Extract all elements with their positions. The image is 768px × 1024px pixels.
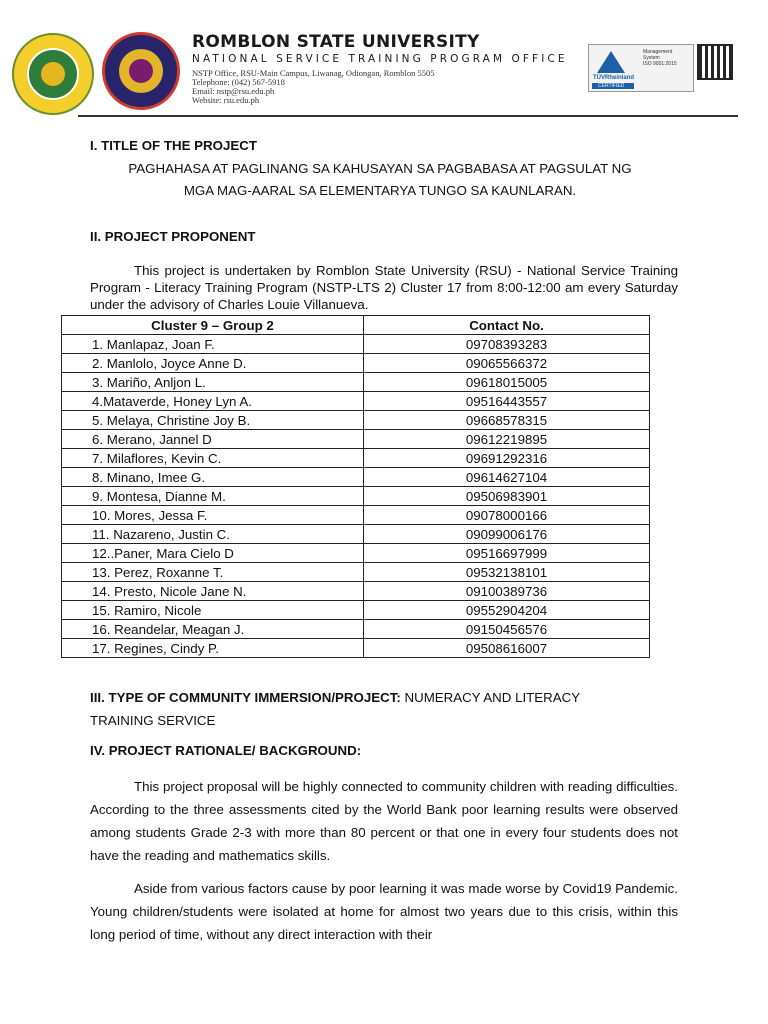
table-row: [62, 449, 650, 468]
member-contact: 09532138101: [364, 563, 650, 582]
table-row: [62, 563, 650, 582]
member-name: 15. Ramiro, Nicole: [62, 601, 364, 620]
table-row: [62, 620, 650, 639]
member-name: 12..Paner, Mara Cielo D: [62, 544, 364, 563]
member-contact: 09506983901: [364, 487, 650, 506]
table-header-row: [62, 316, 650, 335]
member-name: 7. Milaflores, Kevin C.: [62, 449, 364, 468]
member-contact: 09612219895: [364, 430, 650, 449]
proponent-text: This project is undertaken by Romblon State University (RSU) - National Service Training Program - Literacy Training Program (NSTP-LTS 2) Cluster 17 from 8:00-12:00 am every Saturday under the advisory of Charles Louie Villanueva.: [90, 263, 678, 312]
member-name: 14. Presto, Nicole Jane N.: [62, 582, 364, 601]
member-name: 1. Manlapaz, Joan F.: [62, 335, 364, 354]
header-divider: [78, 115, 738, 117]
cert-line: ISO 9001:2015: [643, 61, 677, 67]
table-row: [62, 544, 650, 563]
member-name: 5. Melaya, Christine Joy B.: [62, 411, 364, 430]
section-title-heading: I. TITLE OF THE PROJECT: [90, 138, 257, 153]
table-row: [62, 468, 650, 487]
member-contact: 09065566372: [364, 354, 650, 373]
cert-tuv-label: TÜVRheinland: [593, 75, 635, 81]
member-name: 4.Mataverde, Honey Lyn A.: [62, 392, 364, 411]
member-contact: 09508616007: [364, 639, 650, 658]
section-type-value-line-2: TRAINING SERVICE: [90, 713, 216, 728]
table-row: [62, 525, 650, 544]
table-row: [62, 601, 650, 620]
member-name: 16. Reandelar, Meagan J.: [62, 620, 364, 639]
office-telephone: Telephone: (042) 567-5918: [192, 77, 285, 87]
member-contact: 09552904204: [364, 601, 650, 620]
section-type-heading: III. TYPE OF COMMUNITY IMMERSION/PROJECT:: [90, 690, 401, 705]
member-contact: 09078000166: [364, 506, 650, 525]
rsu-seal-logo: [12, 33, 94, 115]
member-contact: 09516443557: [364, 392, 650, 411]
cert-line: Management: [643, 49, 673, 55]
member-name: 2. Manlolo, Joyce Anne D.: [62, 354, 364, 373]
rationale-text-1: This project proposal will be highly connected to community children with reading difficulties. According to the three assessments cited by the World Bank poor learning results were observed among students Grade 2-3 with more than 80 percent or that one in every four students does not have the reading and mathematics skills.: [90, 779, 678, 863]
section-type: [90, 686, 678, 732]
table-row: [62, 373, 650, 392]
table-row: [62, 354, 650, 373]
table-row: [62, 411, 650, 430]
cert-line: System: [643, 55, 660, 61]
member-contact: 09614627104: [364, 468, 650, 487]
member-contact: 09516697999: [364, 544, 650, 563]
office-email: Email: nstp@rsu.edu.ph: [192, 86, 275, 96]
member-contact: 09708393283: [364, 335, 650, 354]
members-table: [61, 315, 650, 658]
member-contact: 09668578315: [364, 411, 650, 430]
table-row: [62, 487, 650, 506]
table-row: [62, 639, 650, 658]
nstp-seal-logo: [102, 32, 180, 110]
section-rationale-heading: IV. PROJECT RATIONALE/ BACKGROUND:: [90, 743, 362, 758]
rationale-text-2: Aside from various factors cause by poor learning it was made worse by Covid19 Pandemic. Young children/students were isolated at home for almost two years due to this crisis, within this long period of time, without any direct interaction with their: [90, 881, 678, 942]
table-row: [62, 506, 650, 525]
office-address: NSTP Office, RSU-Main Campus, Liwanag, Odiongan, Romblon 5505: [192, 68, 435, 78]
office-website: Website: rsu.edu.ph: [192, 95, 260, 105]
column-header-group: Cluster 9 – Group 2: [62, 316, 364, 335]
member-contact: 09691292316: [364, 449, 650, 468]
table-row: [62, 392, 650, 411]
column-header-contact: Contact No.: [364, 316, 650, 335]
table-row: [62, 430, 650, 449]
member-name: 8. Minano, Imee G.: [62, 468, 364, 487]
member-name: 6. Merano, Jannel D: [62, 430, 364, 449]
section-type-value-line-1: NUMERACY AND LITERACY: [404, 690, 581, 705]
member-name: 10. Mores, Jessa F.: [62, 506, 364, 525]
member-name: 3. Mariño, Anljon L.: [62, 373, 364, 392]
member-name: 11. Nazareno, Justin C.: [62, 525, 364, 544]
table-row: [62, 582, 650, 601]
member-name: 17. Regines, Cindy P.: [62, 639, 364, 658]
proponent-paragraph: [90, 262, 678, 313]
qr-code: [697, 44, 733, 80]
iso-certification-badge: [588, 44, 694, 92]
university-name: ROMBLON STATE UNIVERSITY: [192, 32, 480, 52]
member-name: 9. Montesa, Dianne M.: [62, 487, 364, 506]
letterhead: [0, 0, 768, 118]
project-title-line-2: MGA MAG-AARAL SA ELEMENTARYA TUNGO SA KAUNLARAN.: [183, 183, 577, 198]
section-proponent-heading: II. PROJECT PROPONENT: [90, 229, 256, 244]
table-row: [62, 335, 650, 354]
cert-certified-label: CERTIFIED: [598, 83, 625, 89]
member-contact: 09618015005: [364, 373, 650, 392]
rationale-paragraph-2: [90, 877, 678, 946]
member-contact: 09150456576: [364, 620, 650, 639]
member-name: 13. Perez, Roxanne T.: [62, 563, 364, 582]
member-contact: 09099006176: [364, 525, 650, 544]
tuv-triangle-icon: [597, 51, 625, 73]
office-name: NATIONAL SERVICE TRAINING PROGRAM OFFICE: [192, 53, 568, 65]
project-title-line-1: PAGHAHASA AT PAGLINANG SA KAHUSAYAN SA PAGBABASA AT PAGSULAT NG: [128, 161, 632, 176]
member-contact: 09100389736: [364, 582, 650, 601]
rationale-paragraph-1: [90, 775, 678, 867]
